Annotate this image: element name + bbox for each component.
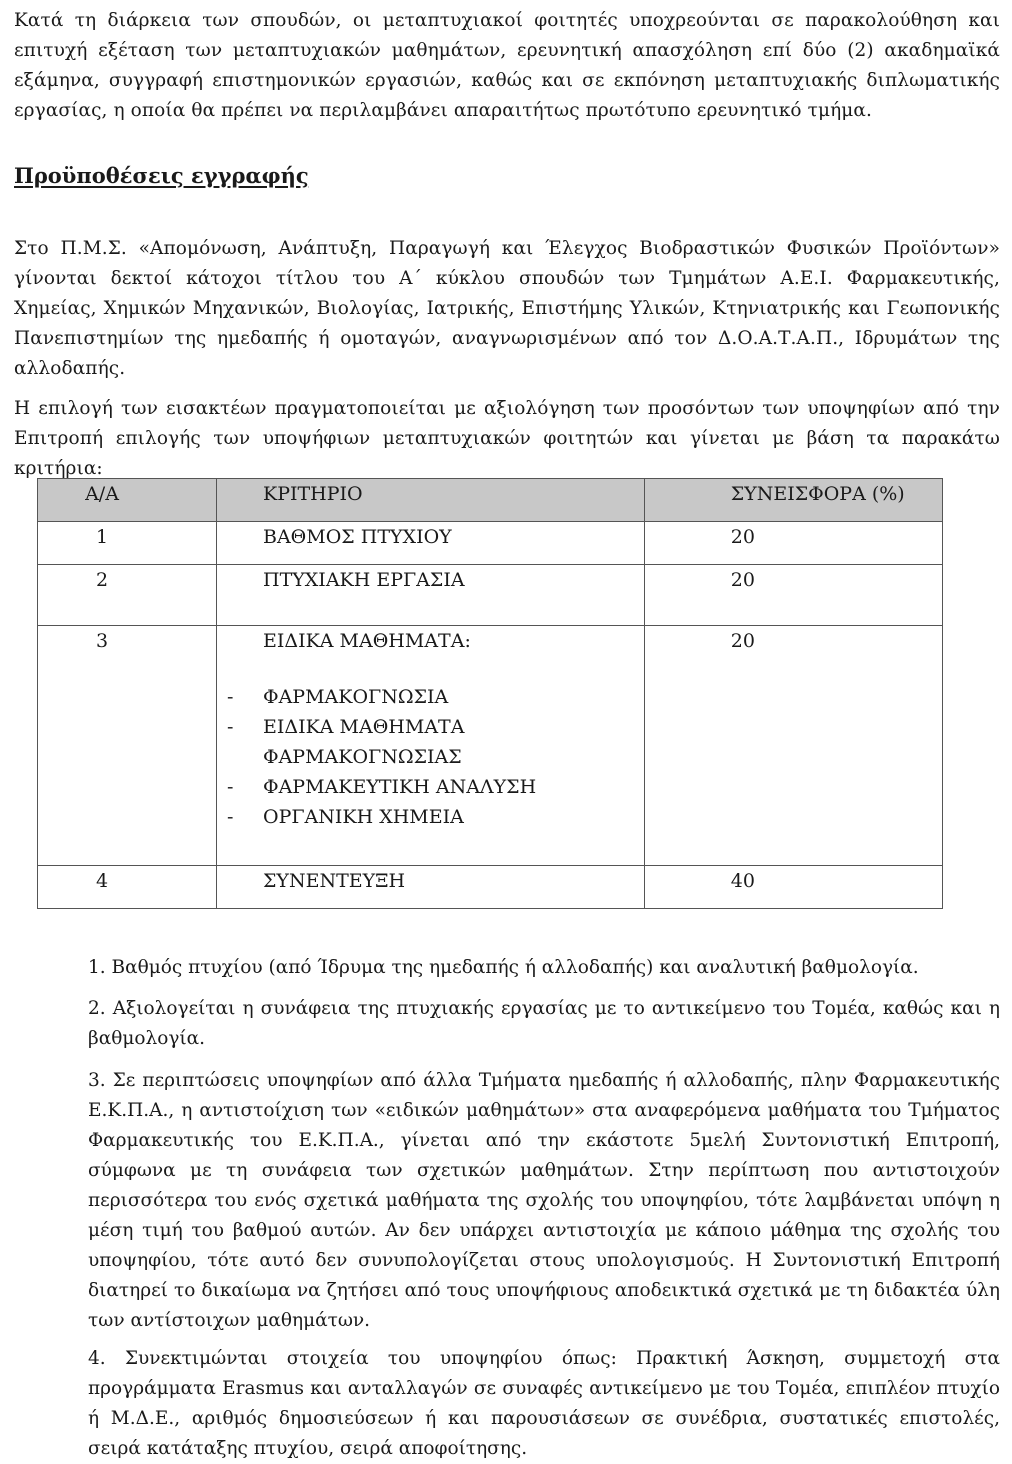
list-item: - ΕΙΔΙΚΑ ΜΑΘΗΜΑΤΑ ΦΑΡΜΑΚΟΓΝΩΣΙΑΣ [227, 716, 465, 768]
selection-paragraph: Η επιλογή των εισακτέων πραγματοποιείται με αξιολόγηση των προσόντων των υποψηφίων από την Επιτροπή επιλογής των υποψήφιων μεταπτυχιακών φοιτητών και γίνεται με βάση τα παρακάτω κριτήρια: [14, 397, 1000, 479]
cell-criterion: ΣΥΝΕΝΤΕΥΞΗ [217, 866, 645, 909]
table-row [38, 522, 943, 565]
cell-aa: 1 [38, 522, 217, 565]
cell-aa: 3 [38, 626, 217, 866]
cell-criterion: ΕΙΔΙΚΑ ΜΑΘΗΜΑΤΑ: - ΦΑΡΜΑΚΟΓΝΩΣΙΑ - ΕΙΔΙΚΑ ΜΑΘΗΜΑΤΑ ΦΑΡΜΑΚΟΓΝΩΣΙΑΣ - ΦΑΡΜΑΚΕΥΤΙΚΗ ΑΝΑΛΥΣΗ - ΟΡΓΑΝΙΚΗ ΧΗΜΕΙΑ [217, 626, 645, 866]
table-header-row [38, 479, 943, 522]
note-4: 4. Συνεκτιμώνται στοιχεία του υποψηφίου όπως: Πρακτική Άσκηση, συμμετοχή στα προγράμματα Erasmus και ανταλλαγών σε συναφές αντικείμενο με του Τομέα, επιπλέον πτυχίο ή Μ.Δ.Ε., αριθμός δημοσιεύσεων ή και παρουσιάσεων σε συνέδρια, συστατικές επιστολές, σειρά κατάταξης πτυχίου, σειρά αποφοίτησης. [88, 1347, 1000, 1459]
header-aa: Α/Α [38, 479, 217, 522]
cell-contribution: 20 [644, 626, 942, 866]
note-2: 2. Αξιολογείται η συνάφεια της πτυχιακής εργασίας με το αντικείμενο του Τομέα, καθώς και η βαθμολογία. [88, 997, 1000, 1049]
cell-aa: 2 [38, 565, 217, 626]
header-criterion: ΚΡΙΤΗΡΙΟ [217, 479, 645, 522]
cell-criterion: ΠΤΥΧΙΑΚΗ ΕΡΓΑΣΙΑ [217, 565, 645, 626]
list-item: - ΦΑΡΜΑΚΕΥΤΙΚΗ ΑΝΑΛΥΣΗ [227, 776, 537, 798]
criteria-table [37, 478, 943, 909]
cell-contribution: 20 [644, 522, 942, 565]
header-contribution: ΣΥΝΕΙΣΦΟΡΑ (%) [644, 479, 942, 522]
special-courses-list [217, 682, 644, 832]
cell-aa: 4 [38, 866, 217, 909]
cell-contribution: 20 [644, 565, 942, 626]
intro-paragraph: Κατά τη διάρκεια των σπουδών, οι μεταπτυχιακοί φοιτητές υποχρεούνται σε παρακολούθηση και επιτυχή εξέταση των μεταπτυχιακών μαθημάτων, ερευνητική απασχόληση επί δύο (2) ακαδημαϊκά εξάμηνα, συγγραφή επιστημονικών εργασιών, καθώς και σε εκπόνηση μεταπτυχιακής διπλωματικής εργασίας, η οποία θα πρέπει να περιλαμβάνει απαραιτήτως πρωτότυπο ερευνητικό τμήμα. [14, 9, 1000, 121]
note-3: 3. Σε περιπτώσεις υποψηφίων από άλλα Τμήματα ημεδαπής ή αλλοδαπής, πλην Φαρμακευτικής Ε.Κ.Π.Α., η αντιστοίχιση των «ειδικών μαθημάτων» στα αναφερόμενα μαθήματα του Τμήματος Φαρμακευτικής του Ε.Κ.Π.Α., γίνεται από την εκάστοτε 5μελή Συντονιστική Επιτροπή, σύμφωνα με τη συνάφεια των σχετικών μαθημάτων. Στην περίπτωση που αντιστοιχούν περισσότερα του ενός σχετικά μαθήματα της σχολής του υποψηφίου, τότε λαμβάνεται υπόψη η μέση τιμή του βαθμού αυτών. Αν δεν υπάρχει αντιστοιχία με κάποιο μάθημα της σχολής του υποψηφίου, τότε αυτό δεν συνυπολογίζεται στους υπολογισμούς. Η Συντονιστική Επιτροπή διατηρεί το δικαίωμα να ζητήσει από τους υποψήφιους αποδεικτικά σχετικά με τη διδακτέα ύλη των αντίστοιχων μαθημάτων. [88, 1069, 1000, 1331]
section-heading: Προϋποθέσεις εγγραφής [14, 163, 309, 188]
table-row [38, 626, 943, 866]
cell-contribution: 40 [644, 866, 942, 909]
table-row [38, 565, 943, 626]
eligibility-paragraph: Στο Π.Μ.Σ. «Απομόνωση, Ανάπτυξη, Παραγωγή και Έλεγχος Βιοδραστικών Φυσικών Προϊόντων» γίνονται δεκτοί κάτοχοι τίτλου του Α΄ κύκλου σπουδών των Τμημάτων Α.Ε.Ι. Φαρμακευτικής, Χημείας, Χημικών Μηχανικών, Βιολογίας, Ιατρικής, Επιστήμης Υλικών, Κτηνιατρικής και Γεωπονικής Πανεπιστημίων της ημεδαπής ή ομοταγών, αναγνωρισμένων από τον Δ.Ο.Α.Τ.Α.Π., Ιδρυμάτων της αλλοδαπής. [14, 237, 1000, 379]
table-row [38, 866, 943, 909]
list-item: - ΟΡΓΑΝΙΚΗ ΧΗΜΕΙΑ [227, 806, 464, 828]
list-item: - ΦΑΡΜΑΚΟΓΝΩΣΙΑ [227, 686, 449, 708]
note-1: 1. Βαθμός πτυχίου (από Ίδρυμα της ημεδαπής ή αλλοδαπής) και αναλυτική βαθμολογία. [88, 956, 919, 978]
cell-criterion: ΒΑΘΜΟΣ ΠΤΥΧΙΟΥ [217, 522, 645, 565]
